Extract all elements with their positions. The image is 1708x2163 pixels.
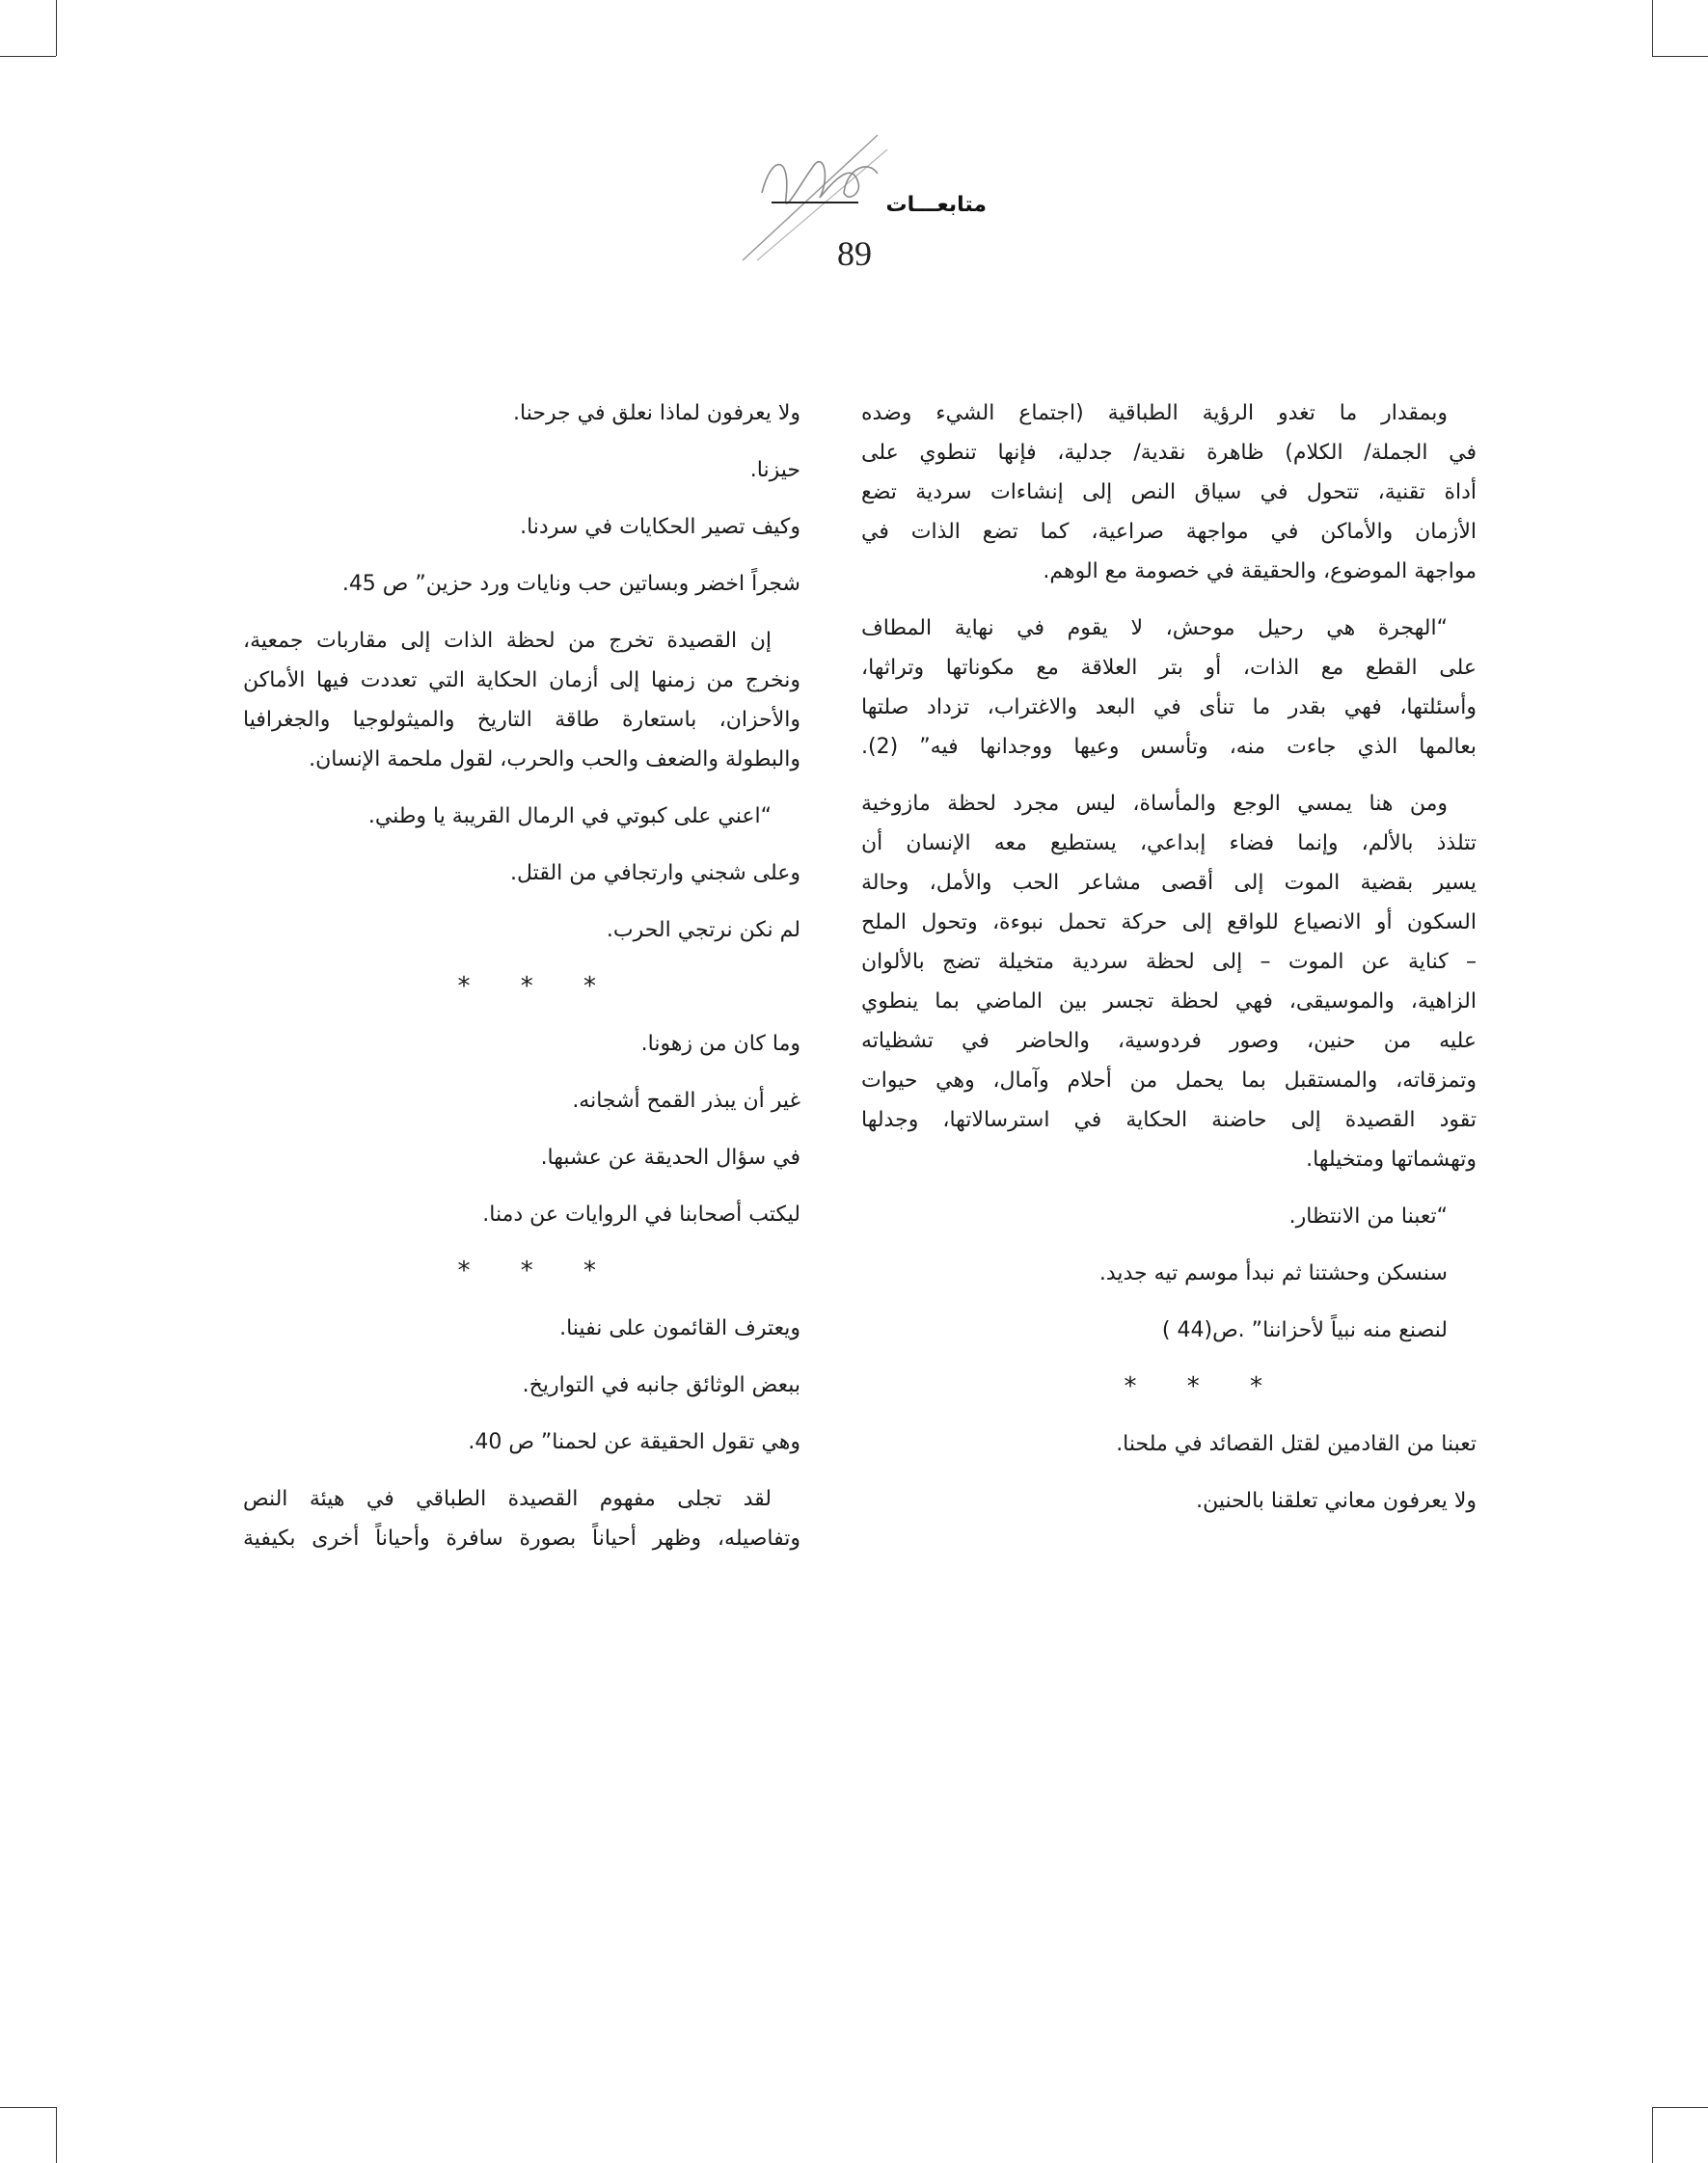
text-line: ونخرج من زمنها إلى أزمان الحكاية التي تعددت فيها الأماكن — [243, 668, 800, 692]
text-line: مواجهة الموضوع، والحقيقة في خصومة مع الوهم. — [1043, 559, 1477, 583]
section-separator: * * * — [457, 972, 617, 1001]
text-line: بعالمها الذي جاءت منه، وتأسس وعيها ووجدانها فيه” (2). — [861, 735, 1477, 759]
text-line: ومن هنا يمسي الوجع والمأساة، ليس مجرد لحظة مازوخية — [861, 792, 1448, 816]
text-line: شجراً اخضر وبساتين حب ونايات ورد حزين” ص 45. — [341, 572, 800, 596]
text-line: – كناية عن الموت – إلى لحظة سردية متخيلة تضج بالألوان — [861, 950, 1477, 974]
text-line: السكون أو الانصياع للواقع إلى حركة تحمل نبوءة، وتحول الملح — [861, 910, 1477, 934]
text-line: وكيف تصير الحكايات في سردنا. — [520, 515, 800, 539]
text-line: إن القصيدة تخرج من لحظة الذات إلى مقاربات جمعية، — [243, 629, 772, 653]
section-separator: * * * — [457, 1257, 617, 1285]
text-line: وبمقدار ما تغدو الرؤية الطباقية (اجتماع الشيء وضده — [861, 401, 1448, 425]
section-title: متابعـــات — [885, 193, 987, 217]
page-header — [0, 0, 1708, 309]
text-line: لقد تجلى مفهوم القصيدة الطباقي في هيئة النص — [243, 1487, 772, 1511]
text-line: وتفاصيله، وظهر أحياناً بصورة سافرة وأحياناً أخرى بكيفية — [243, 1527, 800, 1551]
crop-mark — [0, 2107, 56, 2108]
text-line: يسير بقضية الموت إلى أقصى مشاعر الحب والأمل، وحالة — [861, 871, 1477, 895]
text-line: في سؤال الحديقة عن عشبها. — [540, 1146, 800, 1170]
text-line: وما كان من زهونا. — [640, 1032, 800, 1056]
magazine-logo-icon — [733, 125, 897, 270]
text-line: لم نكن نرتجي الحرب. — [606, 918, 800, 942]
text-line: “اعني على كبوتي في الرمال القريبة يا وطني. — [367, 804, 772, 828]
text-line: وعلى شجني وارتجافي من القتل. — [510, 861, 800, 885]
text-line: وهي تقول الحقيقة عن لحمنا” ص 40. — [468, 1430, 800, 1454]
page-number: 89 — [837, 234, 872, 273]
text-line: على القطع مع الذات، أو بتر العلاقة مع مكوناتها وتراثها، — [861, 656, 1477, 680]
text-line: ببعض الوثائق جانبه في التواريخ. — [522, 1373, 800, 1397]
text-line: تقود القصيدة إلى حاضنة الحكاية في استرسالاتها، وجدلها — [861, 1108, 1477, 1132]
text-line: في الجملة/ الكلام) ظاهرة نقدية/ جدلية، فإنها تنطوي على — [861, 441, 1477, 465]
crop-mark — [56, 2107, 57, 2163]
right-column — [861, 393, 1477, 1521]
text-line: وتمزقاته، والمستقبل بما يحمل من أحلام وآمال، وهي حيوات — [861, 1068, 1477, 1093]
text-line: حيزنا. — [749, 458, 800, 482]
section-separator: * * * — [1124, 1372, 1284, 1401]
text-line: لنصنع منه نبياً لأحزاننا” .ص(44 ) — [1161, 1318, 1448, 1342]
text-line: غير أن يبذر القمح أشجانه. — [572, 1089, 800, 1113]
text-line: “الهجرة هي رحيل موحش، لا يقوم في نهاية المطاف — [861, 616, 1448, 640]
text-line: أداة تقنية، تتحول في سياق النص إلى إنشاءات سردية تضع — [861, 480, 1477, 504]
text-line: ولا يعرفون معاني تعلقنا بالحنين. — [1196, 1489, 1477, 1513]
crop-mark — [1652, 2107, 1653, 2163]
left-column — [243, 393, 800, 1558]
text-line: سنسكن وحشتنا ثم نبدأ موسم تيه جديد. — [1098, 1261, 1448, 1285]
text-line: والبطولة والضعف والحب والحرب، لقول ملحمة الإنسان. — [309, 747, 800, 771]
text-line: “تعبنا من الانتظار. — [1288, 1204, 1448, 1229]
text-line: عليه من حنين، وصور فردوسية، والحاضر في تشظياته — [861, 1029, 1477, 1053]
text-line: الزاهية، والموسيقى، فهي لحظة تجسر بين الماضي بما ينطوي — [861, 989, 1477, 1014]
crop-mark — [1652, 2107, 1708, 2108]
text-line: ويعترف القائمون على نفينا. — [559, 1316, 800, 1340]
text-line: ليكتب أصحابنا في الروايات عن دمنا. — [482, 1203, 800, 1227]
text-line: تتلذذ بالألم، وإنما فضاء إبداعي، يستطيع معه الإنسان أن — [861, 831, 1477, 855]
text-line: والأحزان، باستعارة طاقة التاريخ والميثولوجيا والجغرافيا — [243, 708, 800, 732]
text-line: وأسئلتها، فهي بقدر ما تنأى في البعد والاغتراب، تزداد صلتها — [861, 695, 1477, 719]
text-line: ولا يعرفون لماذا نعلق في جرحنا. — [513, 401, 800, 425]
text-line: الأزمان والأماكن في مواجهة صراعية، كما تضع الذات في — [861, 520, 1477, 544]
text-line: تعبنا من القادمين لقتل القصائد في ملحنا. — [1116, 1432, 1477, 1456]
text-line: وتهشماتها ومتخيلها. — [1306, 1148, 1477, 1172]
